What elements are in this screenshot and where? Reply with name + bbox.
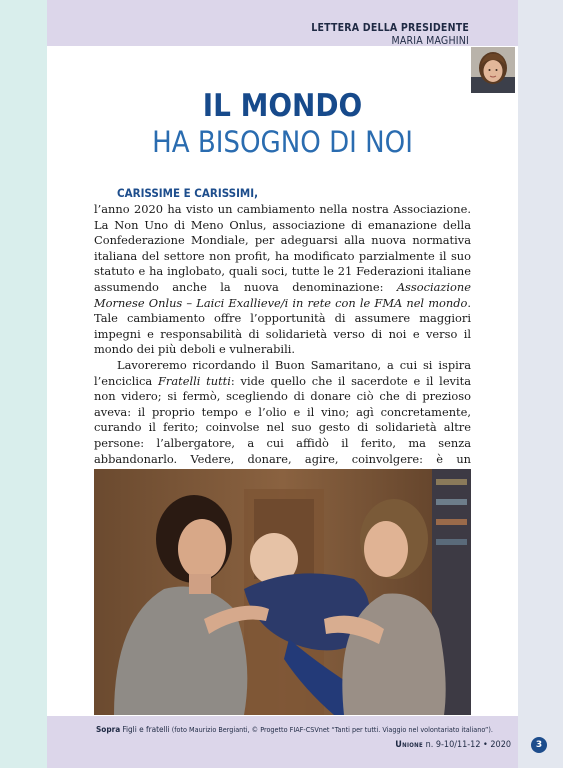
- paragraph-2: [94, 358, 471, 483]
- paragraph-2-text-b: : vide quello che il sacerdote e il levita non videro; si fermò, scegliendo di donare ciò che di prezioso aveva: il proprio tempo e l’olio e il vino; agì concretamente, curando il ferito; coinvolse nel suo gesto di solidarietà altre persone: l’albergatore, a cui affidò il ferito, ma senza abbandonarlo. Vedere, donare, agire, coinvolgere: è un: [94, 373, 472, 466]
- article-title: [47, 88, 518, 160]
- paragraph-1-text-b: . Tale cambiamento offre l’opportunità di assumere maggiori impegni e responsabilità di solidarietà verso di noi e verso il mondo dei più deboli e vulnerabili.: [94, 295, 471, 357]
- association-name: Associazione Mornese Onlus – Laici Exallieve/i in rete con le FMA nel mondo: [94, 279, 471, 310]
- title-line-2: HA BISOGNO DI NOI: [152, 125, 413, 159]
- photo-caption: [96, 724, 493, 734]
- magazine-footer: [395, 740, 511, 750]
- author-name: MARIA MAGHINI: [391, 35, 469, 47]
- article-body: [94, 202, 471, 483]
- page-number: 3: [531, 737, 547, 753]
- section-name: LETTERA DELLA PRESIDENTE: [311, 22, 469, 34]
- section-header: [311, 22, 469, 48]
- encyclical-name: Fratelli tutti: [158, 373, 231, 388]
- caption-label: Sopra: [96, 724, 121, 734]
- magazine-name: Unione: [395, 740, 423, 750]
- author-portrait: [471, 47, 515, 93]
- caption-credit: (foto Maurizio Bergianti, © Progetto FIAF-CSVnet “Tanti per tutti. Viaggio nel volontariato italiano”).: [171, 725, 493, 734]
- paragraph-2-text-a: Lavoreremo ricordando il Buon Samaritano, a cui si ispira l’enciclica: [94, 357, 471, 388]
- paragraph-1: [94, 202, 471, 358]
- left-margin-band: [0, 0, 47, 768]
- salutation: CARISSIME E CARISSIMI,: [117, 186, 259, 200]
- article-photo: [94, 469, 471, 715]
- right-margin-band: [518, 0, 563, 768]
- caption-title: Figli e fratelli: [122, 724, 170, 734]
- paragraph-1-text-a: l’anno 2020 ha visto un cambiamento nella nostra Associazione. La Non Uno di Meno Onlus, associazione di emanazione della Confederazione Mondiale, per adeguarsi alla nuova normativa italiana del settore non profit, ha modificato parzialmente il suo statuto e ha inglobato, quali soci, tutte le 21 Federazioni italiane assumendo anche la nuova denominazione:: [94, 202, 471, 294]
- issue-number: n. 9-10/11-12 • 2020: [425, 740, 511, 750]
- title-line-1: IL MONDO: [202, 88, 363, 124]
